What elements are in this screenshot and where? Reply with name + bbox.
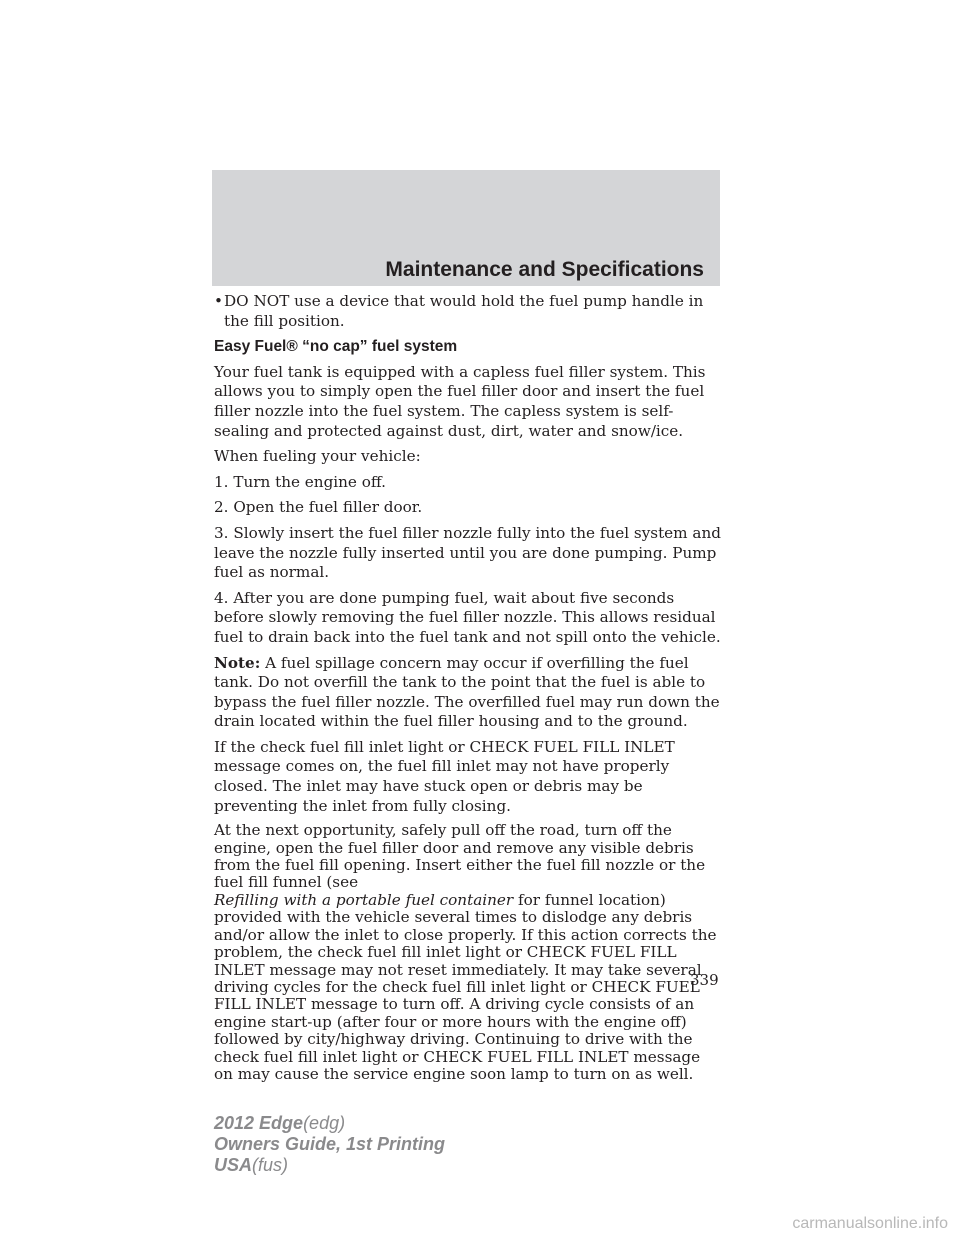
reference-refilling-portable-container: Refilling with a portable fuel container [214,890,514,909]
opportunity-text-2: for funnel location) provided with the vehicle several times to dislodge any debris and/or allow the inlet to close properly. If this action corrects the problem, the check fuel fill inlet light or CHECK FUEL FILL INLET message may not reset immediately. It may take several driving cycles for the check fuel fill inlet light or CHECK FUEL FILL INLET message to turn off. A driving cycle consists of an engine start-up (after four or more hours with the engine off) followed by city/highway driving. Continuing to drive with the check fuel fill inlet light or CHECK FUEL FILL INLET message on may cause the service engine soon lamp to turn on as well. [214,890,717,1083]
footer-line-model [214,1113,445,1134]
step-2: 2. Open the fuel filler door. [214,498,423,517]
section-title: Maintenance and Specifications [385,258,704,281]
footer-market: USA [214,1155,253,1175]
bullet-item [214,292,722,331]
opportunity-text-1: At the next opportunity, safely pull off the road, turn off the engine, open the fuel filler door and remove any visible debris from the fuel fill opening. Insert either the fuel fill nozzle or the fuel fill funnel (see [214,821,706,892]
bullet-icon: • [214,292,223,310]
bullet-text: DO NOT use a device that would hold the fuel pump handle in the fill position. [224,292,704,330]
page-content [214,292,722,1089]
opportunity-paragraph [214,822,722,1083]
footer-guide: Owners Guide, 1st Printing [214,1134,446,1154]
when-fueling-text: When fueling your vehicle: [214,447,421,466]
footer-line-market [214,1155,445,1176]
note-paragraph [214,654,722,732]
footer-model: 2012 Edge [214,1113,304,1133]
note-label: Note: [214,653,261,672]
step-1: 1. Turn the engine off. [214,472,386,491]
inlet-paragraph: If the check fuel fill inlet light or CHECK FUEL FILL INLET message comes on, the fuel fill inlet may not have properly closed. The inlet may have stuck open or debris may be preventing the inlet from fully closing. [214,737,675,815]
subheading-easy-fuel: Easy Fuel® “no cap” fuel system [214,338,458,356]
footer [214,1113,445,1176]
note-text: A fuel spillage concern may occur if overfilling the fuel tank. Do not overfill the tank to the point that the fuel is able to bypass the fuel filler nozzle. The overfilled fuel may run down the drain located within the fuel filler housing and to the ground. [214,653,720,731]
watermark: carmanualsonline.info [792,1215,948,1232]
section-header-band [212,170,720,286]
footer-line-guide [214,1134,445,1155]
step-4: 4. After you are done pumping fuel, wait about five seconds before slowly removing the fuel filler nozzle. This allows residual fuel to drain back into the fuel tank and not spill onto the vehicle. [214,588,721,646]
footer-model-code: (edg) [303,1113,346,1133]
footer-market-code: (fus) [252,1155,289,1175]
page-number: 339 [690,971,719,989]
step-3: 3. Slowly insert the fuel filler nozzle fully into the fuel system and leave the nozzle fully inserted until you are done pumping. Pump fuel as normal. [214,523,721,582]
intro-paragraph: Your fuel tank is equipped with a capless fuel filler system. This allows you to simply open the fuel filler door and insert the fuel filler nozzle into the fuel system. The capless system is self-sealing and protected against dust, dirt, water and snow/ice. [214,362,706,440]
